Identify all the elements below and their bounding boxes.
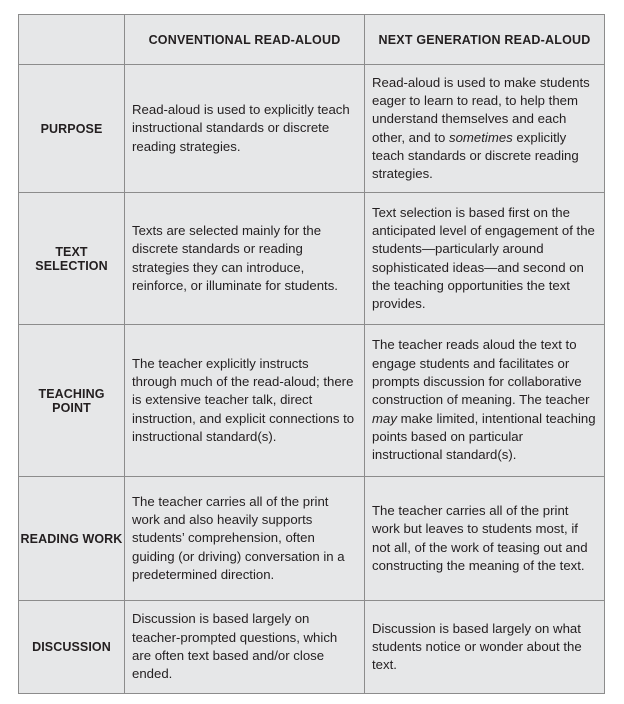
text-part: The teacher reads aloud the text to engage students and facilitates or prompts discussion for collaborative construction of meaning. The teacher — [372, 337, 590, 408]
text-part: Read-aloud is used to make students eager to learn to read, to help them understand themselves and each other, and to — [372, 74, 590, 145]
cell-conventional-text-selection — [125, 193, 365, 325]
table-row-discussion — [19, 601, 605, 694]
comparison-table — [18, 14, 605, 694]
cell-next-generation-teaching-point — [365, 325, 605, 477]
cell-text: Discussion is based largely on what students notice or wonder about the text. — [372, 620, 582, 673]
cell-next-generation-purpose — [365, 65, 605, 193]
corner-header-cell — [19, 15, 125, 65]
row-label-discussion: DISCUSSION — [19, 601, 125, 694]
text-part: explicitly teach standards or discrete reading strategies. — [372, 129, 579, 182]
cell-text: Texts are selected mainly for the discrete standards or reading strategies they can introduce, reinforce, or illuminate for students. — [132, 222, 338, 293]
cell-text: The teacher carries all of the print work but leaves to students most, if not all, of the work of teasing out and constructing the meaning of the text. — [372, 502, 588, 573]
row-label-text-selection: TEXT SELECTION — [19, 193, 125, 325]
cell-text — [372, 74, 596, 184]
cell-next-generation-text-selection — [365, 193, 605, 325]
cell-text: Discussion is based largely on teacher-prompted questions, which are often text based and/or close ended. — [132, 611, 338, 682]
cell-conventional-purpose — [125, 65, 365, 193]
text-part: make limited, intentional teaching points based on particular instructional standard(s). — [372, 410, 596, 463]
cell-text: Text selection is based first on the anticipated level of engagement of the students—particularly around sophisticated ideas—and second on the teaching opportunities the text provides. — [372, 204, 595, 312]
row-label-purpose: PURPOSE — [19, 65, 125, 193]
table-row-reading-work — [19, 477, 605, 601]
cell-text: The teacher carries all of the print work and also heavily supports students’ comprehension, often guiding (or driving) conversation in a predetermined direction. — [132, 493, 345, 582]
table-row-teaching-point — [19, 325, 605, 477]
cell-conventional-teaching-point — [125, 325, 365, 477]
cell-next-generation-discussion — [365, 601, 605, 694]
emphasis-text: sometimes — [449, 129, 513, 145]
row-label-teaching-point: TEACHING POINT — [19, 325, 125, 477]
cell-text — [372, 336, 596, 464]
cell-conventional-discussion — [125, 601, 365, 694]
emphasis-text: may — [372, 410, 397, 426]
cell-text: The teacher explicitly instructs through much of the read-aloud; there is extensive teacher talk, direct instruction, and explicit connections to instructional standard(s). — [132, 355, 355, 444]
table-row-purpose — [19, 65, 605, 193]
cell-conventional-reading-work — [125, 477, 365, 601]
cell-text: Read-aloud is used to explicitly teach instructional standards or discrete reading strategies. — [132, 102, 350, 154]
column-header-conventional: CONVENTIONAL READ-ALOUD — [125, 15, 365, 65]
row-label-reading-work: READING WORK — [19, 477, 125, 601]
column-header-next-generation: NEXT GENERATION READ-ALOUD — [365, 15, 605, 65]
header-row — [19, 15, 605, 65]
table-row-text-selection — [19, 193, 605, 325]
cell-next-generation-reading-work — [365, 477, 605, 601]
